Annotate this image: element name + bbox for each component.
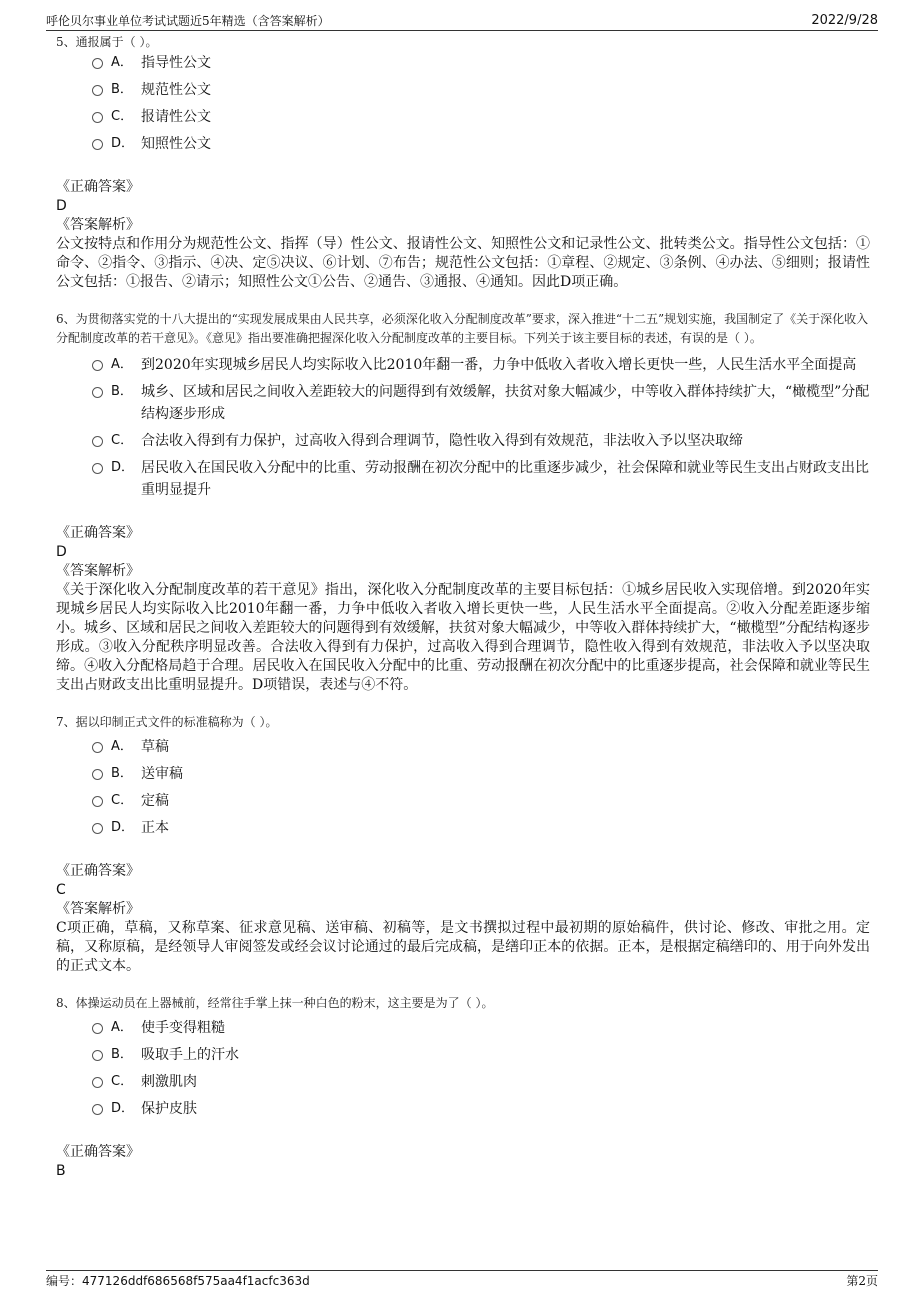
option-letter: C． [111, 793, 134, 808]
option-text: 保护皮肤 [141, 1101, 197, 1117]
option-letter: D． [111, 1101, 135, 1116]
radio-icon[interactable] [92, 387, 103, 398]
code-value: 477126ddf686568f575aa4f1acfc363d [82, 1274, 310, 1288]
page-header [46, 12, 878, 31]
analysis-text: 公文按特点和作用分为规范性公文、指挥（导）性公文、报请性公文、知照性公文和记录性公文、批转类公文。指导性公文包括：①命令、②指令、③指示、④决、定⑤决议、⑥计划、⑦布告；规范性公文包括：①章程、②规定、③条例、④办法、⑤细则；报请性公文包括：①报告、②请示；知照性公文①公告、②通告、③通报、④通知。因此D项正确。 [56, 236, 870, 290]
option-letter: D． [111, 136, 135, 151]
option-a[interactable] [92, 736, 870, 758]
option-b[interactable] [92, 763, 870, 785]
radio-icon[interactable] [92, 463, 103, 474]
radio-icon[interactable] [92, 85, 103, 96]
option-d[interactable] [92, 133, 870, 155]
correct-answer-label: 《正确答案》 [56, 179, 140, 195]
option-d[interactable] [92, 817, 870, 839]
option-c[interactable] [92, 106, 870, 128]
radio-icon[interactable] [92, 1050, 103, 1061]
analysis-text: 《关于深化收入分配制度改革的若干意见》指出，深化收入分配制度改革的主要目标包括：①城乡居民收入实现倍增。到2020年实现城乡居民人均实际收入比2010年翻一番，力争中低收入者收入增长更快一些，人民生活水平全面提高。②收入分配差距逐步缩小。城乡、区域和居民之间收入差距较大的问题得到有效缓解，扶贫对象大幅减少，中等收入群体持续扩大，“橄榄型”分配结构逐步形成。③收入分配秩序明显改善。合法收入得到有力保护，过高收入得到合理调节，隐性收入得到有效规范，非法收入予以坚决取缔。④收入分配格局趋于合理。居民收入在国民收入分配中的比重、劳动报酬在初次分配中的比重逐步提高，社会保障和就业等民生支出占财政支出比重明显提升。D项错误，表述与④不符。 [56, 582, 870, 693]
question-stem: 8、体操运动员在上器械前，经常往手掌上抹一种白色的粉末，这主要是为了（ ）。 [56, 996, 494, 1010]
option-letter: C． [111, 109, 134, 124]
document-code [46, 1272, 310, 1290]
analysis-label: 《答案解析》 [56, 901, 140, 917]
radio-icon[interactable] [92, 796, 103, 807]
option-text: 报请性公文 [141, 109, 211, 125]
question-6 [56, 310, 870, 695]
analysis-label: 《答案解析》 [56, 217, 140, 233]
option-text: 吸取手上的汗水 [141, 1047, 239, 1063]
option-letter: A． [111, 739, 133, 754]
page-number: 第2页 [846, 1274, 878, 1288]
correct-answer: C [56, 882, 66, 898]
option-letter: B． [111, 1047, 133, 1062]
radio-icon[interactable] [92, 1077, 103, 1088]
option-letter: A． [111, 357, 133, 372]
option-letter: D． [111, 460, 135, 475]
option-letter: B． [111, 82, 133, 97]
option-text: 知照性公文 [141, 136, 211, 152]
option-c[interactable] [92, 790, 870, 812]
code-label: 编号： [46, 1274, 83, 1288]
option-text: 指导性公文 [141, 55, 211, 71]
radio-icon[interactable] [92, 742, 103, 753]
option-b[interactable] [92, 79, 870, 101]
option-text: 规范性公文 [141, 82, 211, 98]
correct-answer: D [56, 198, 67, 214]
option-letter: A． [111, 55, 133, 70]
question-5 [56, 36, 870, 292]
option-text: 城乡、区域和居民之间收入差距较大的问题得到有效缓解，扶贫对象大幅减少，中等收入群体持续扩大，“橄榄型”分配结构逐步形成 [141, 384, 870, 422]
page-footer [46, 1270, 878, 1289]
option-letter: D． [111, 820, 135, 835]
question-stem: 6、为贯彻落实党的十八大提出的“实现发展成果由人民共享，必须深化收入分配制度改革”要求，深入推进“十二五”规划实施，我国制定了《关于深化收入分配制度改革的若干意见》。《意见》指出要准确把握深化收入分配制度改革的主要目标。下列关于该主要目标的表述，有误的是（ ）。 [56, 312, 869, 345]
option-list [92, 52, 870, 155]
correct-answer-label: 《正确答案》 [56, 1144, 140, 1160]
option-text: 正本 [141, 820, 169, 836]
option-c[interactable] [92, 430, 870, 452]
radio-icon[interactable] [92, 360, 103, 371]
option-a[interactable] [92, 52, 870, 74]
option-text: 送审稿 [141, 766, 183, 782]
option-c[interactable] [92, 1071, 870, 1093]
radio-icon[interactable] [92, 139, 103, 150]
option-text: 定稿 [141, 793, 169, 809]
correct-answer-label: 《正确答案》 [56, 525, 140, 541]
radio-icon[interactable] [92, 1023, 103, 1034]
question-stem: 7、据以印制正式文件的标准稿称为（ ）。 [56, 715, 278, 729]
option-a[interactable] [92, 1017, 870, 1039]
option-list [92, 736, 870, 839]
option-text: 到2020年实现城乡居民人均实际收入比2010年翻一番，力争中低收入者收入增长更快一些，人民生活水平全面提高 [141, 357, 857, 373]
option-letter: C． [111, 1074, 134, 1089]
option-letter: B． [111, 384, 133, 399]
option-text: 合法收入得到有力保护，过高收入得到合理调节，隐性收入得到有效规范，非法收入予以坚决取缔 [141, 433, 743, 449]
radio-icon[interactable] [92, 769, 103, 780]
analysis-text: C项正确，草稿，又称草案、征求意见稿、送审稿、初稿等，是文书撰拟过程中最初期的原始稿件，供讨论、修改、审批之用。定稿，又称原稿，是经领导人审阅签发或经会议讨论通过的最后完成稿，是缮印正本的依据。正本，是根据定稿缮印的、用于向外发出的正式文本。 [56, 920, 870, 974]
option-text: 刺激肌肉 [141, 1074, 197, 1090]
question-7 [56, 713, 870, 976]
option-letter: C． [111, 433, 134, 448]
option-letter: B． [111, 766, 133, 781]
option-d[interactable] [92, 457, 870, 501]
document-title: 呼伦贝尔事业单位考试试题近5年精选（含答案解析） [46, 14, 330, 28]
analysis-label: 《答案解析》 [56, 563, 140, 579]
radio-icon[interactable] [92, 823, 103, 834]
radio-icon[interactable] [92, 58, 103, 69]
correct-answer: D [56, 544, 67, 560]
option-list [92, 1017, 870, 1120]
radio-icon[interactable] [92, 112, 103, 123]
option-letter: A． [111, 1020, 133, 1035]
correct-answer: B [56, 1163, 66, 1179]
option-d[interactable] [92, 1098, 870, 1120]
document-body [56, 36, 870, 1181]
radio-icon[interactable] [92, 1104, 103, 1115]
option-b[interactable] [92, 381, 870, 425]
option-b[interactable] [92, 1044, 870, 1066]
radio-icon[interactable] [92, 436, 103, 447]
option-text: 居民收入在国民收入分配中的比重、劳动报酬在初次分配中的比重逐步减少，社会保障和就业等民生支出占财政支出比重明显提升 [141, 460, 869, 498]
document-date: 2022/9/28 [811, 13, 878, 28]
option-text: 草稿 [141, 739, 169, 755]
option-text: 使手变得粗糙 [141, 1020, 225, 1036]
question-stem: 5、通报属于（ ）。 [56, 36, 158, 48]
option-list [92, 354, 870, 501]
option-a[interactable] [92, 354, 870, 376]
correct-answer-label: 《正确答案》 [56, 863, 140, 879]
question-8 [56, 994, 870, 1181]
